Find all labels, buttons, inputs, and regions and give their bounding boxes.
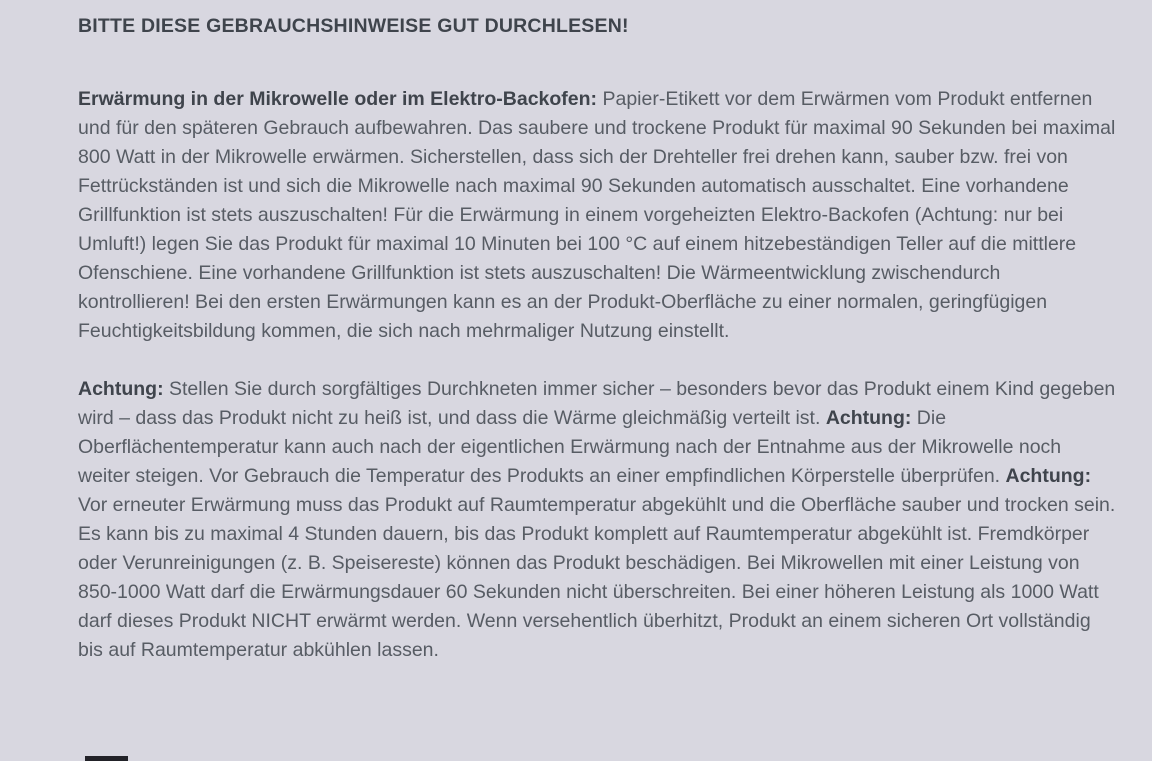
bold-run: Achtung:: [78, 378, 164, 400]
bold-run: Achtung:: [825, 407, 912, 429]
text-run: Papier-Etikett vor dem Erwärmen vom Produkt entfernen und für den späteren Gebrauch aufbewahren. Das saubere und trockene Produkt für maximal 90 Sekunden bei maximal 800 Watt in der Mikrowelle erwärmen. Sicherstellen, dass sich der Drehteller frei drehen kann, sauber bzw. frei von Fettrückständen ist und sich die Mikrowelle nach maximal 90 Sekunden automatisch ausschaltet. Eine vorhandene Grillfunktion ist stets auszuschalten! Für die Erwärmung in einem vorgeheizten Elektro-Backofen (Achtung: nur bei Umluft!) legen Sie das Produkt für maximal 10 Minuten bei 100 °C auf einem hitzebeständigen Teller auf die mittlere Ofenschiene. Eine vorhandene Grillfunktion ist stets auszuschalten! Die Wärmeentwicklung zwischendurch kontrollieren! Bei den ersten Erwärmungen kann es an der Produkt-Oberfläche zu einer normalen, geringfügigen Feuchtigkeitsbildung kommen, die sich nach mehrmaliger Nutzung einstellt.: [78, 88, 1116, 342]
cut-off-dark-element: [85, 756, 128, 761]
text-run: Die Oberflächentemperatur kann auch nach der eigentlichen Erwärmung nach der Entnahme aus der Mikrowelle noch weiter steigen. Vor Gebrauch die Temperatur des Produkts an einer empfindlichen Körperstelle überprüfen.: [78, 407, 1062, 487]
instructions-heading: BITTE DIESE GEBRAUCHSHINWEISE GUT DURCHLESEN!: [78, 15, 629, 37]
bold-run: Achtung:: [1005, 465, 1092, 487]
paragraph: [78, 375, 1116, 665]
text-run: Stellen Sie durch sorgfältiges Durchkneten immer sicher – besonders bevor das Produkt einem Kind gegeben wird – dass das Produkt nicht zu heiß ist, und dass die Wärme gleichmäßig verteilt ist.: [78, 378, 1116, 429]
instructions-body: [78, 85, 1116, 665]
text-run: Vor erneuter Erwärmung muss das Produkt auf Raumtemperatur abgekühlt und die Oberfläche sauber und trocken sein. Es kann bis zu maximal 4 Stunden dauern, bis das Produkt komplett auf Raumtemperatur abgekühlt ist. Fremdkörper oder Verunreinigungen (z. B. Speisereste) können das Produkt beschädigen. Bei Mikrowellen mit einer Leistung von 850-1000 Watt darf die Erwärmungsdauer 60 Sekunden nicht überschreiten. Bei einer höheren Leistung als 1000 Watt darf dieses Produkt NICHT erwärmt werden. Wenn versehentlich überhitzt, Produkt an einem sicheren Ort vollständig bis auf Raumtemperatur abkühlen lassen.: [78, 494, 1116, 661]
paragraph: [78, 85, 1116, 346]
bold-run: Erwärmung in der Mikrowelle oder im Elektro-Backofen:: [78, 88, 598, 110]
